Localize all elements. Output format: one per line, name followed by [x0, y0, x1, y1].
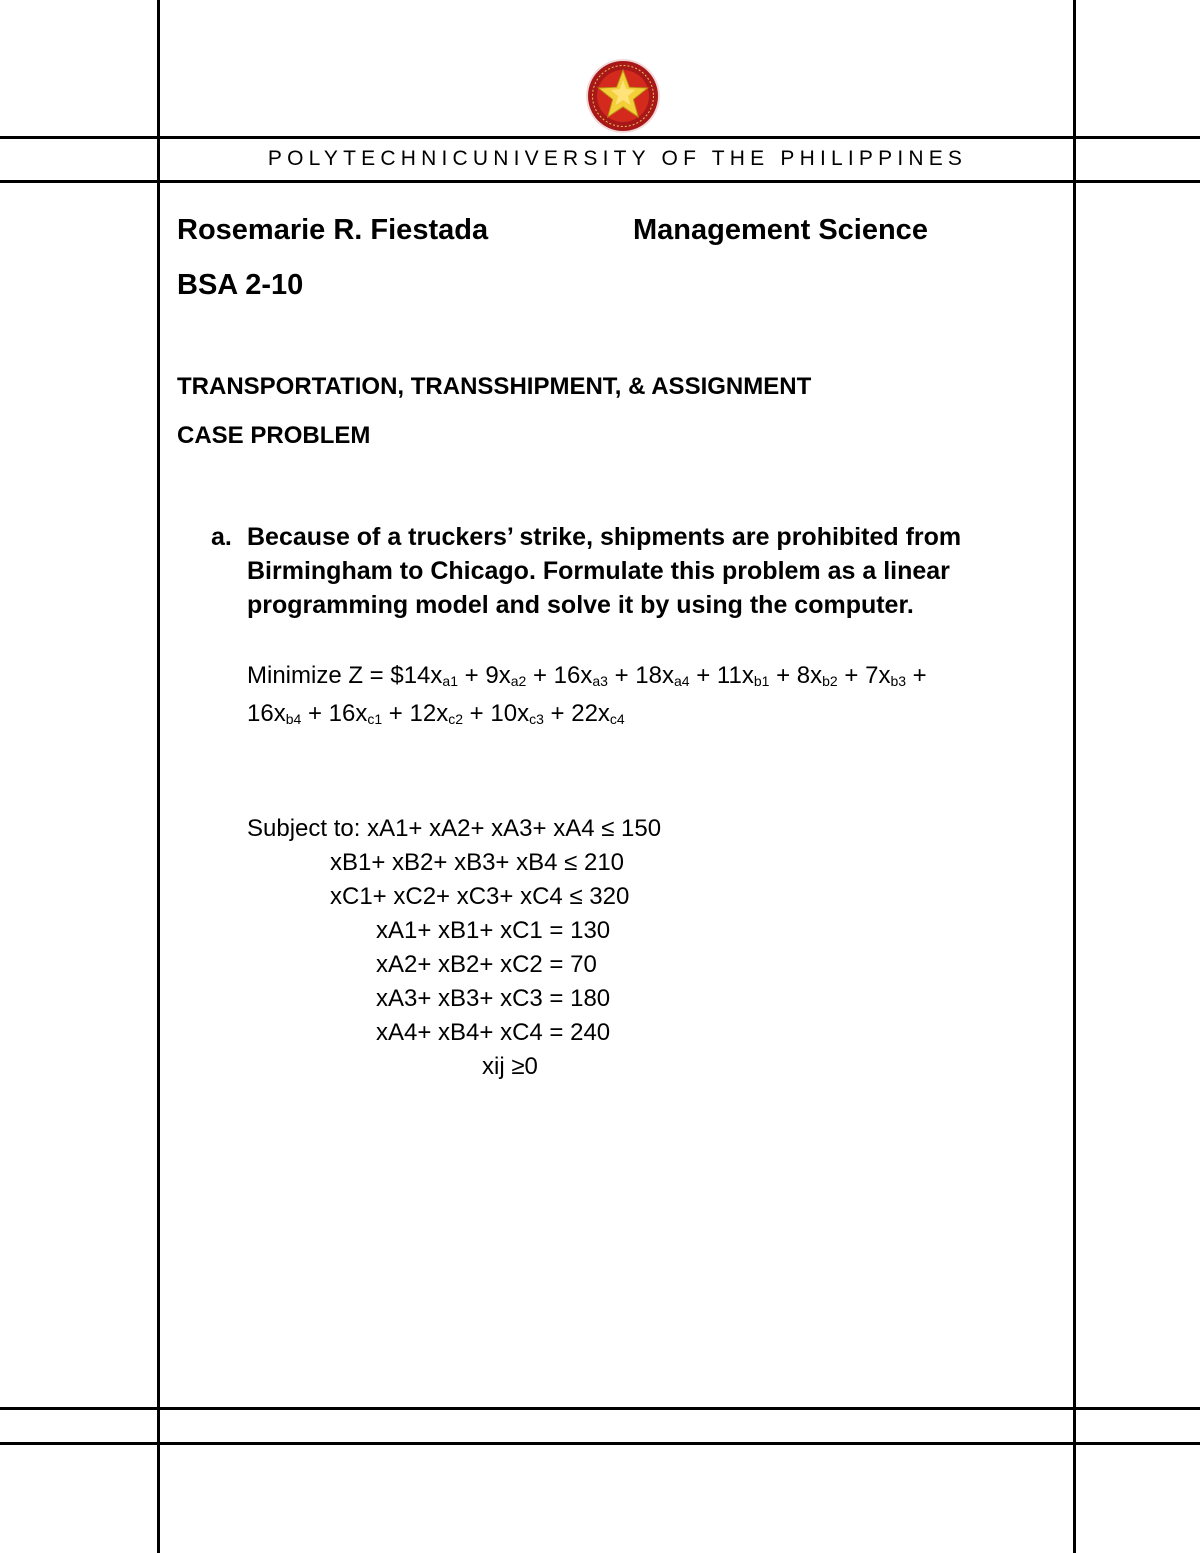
objective-prefix: Minimize Z = $ — [247, 662, 404, 689]
university-name: POLYTECHNICUNIVERSITY OF THE PHILIPPINES — [267, 147, 968, 170]
term: $8x_{b2}$ + — [796, 662, 866, 689]
objective-line-1 — [247, 662, 927, 690]
term: $11x_{b1}$ + — [716, 662, 797, 689]
problem-marker: a. — [211, 523, 232, 551]
constraints-first — [247, 815, 661, 843]
problem-statement — [247, 520, 961, 622]
problem-line: programming model and solve it by using the computer. — [247, 591, 914, 619]
term: $7x_{b3}$ + — [865, 662, 927, 689]
header-bottom-line — [0, 180, 1200, 183]
constraints-label: Subject to: — [247, 815, 361, 842]
university-seal-icon — [585, 58, 661, 134]
problem-line: Because of a truckers’ strike, shipments are prohibited from — [247, 523, 962, 551]
left-margin-line — [157, 0, 160, 1553]
footer-top-line — [0, 1407, 1200, 1410]
term: $16x_{b4}$ + — [247, 700, 329, 727]
constraint-row: xC1+ xC2+ xC3+ xC4 ≤ 320 — [330, 883, 630, 910]
footer-bottom-line — [0, 1442, 1200, 1445]
constraint-row: xA4+ xB4+ xC4 = 240 — [376, 1019, 611, 1046]
constraint-row: xB1+ xB2+ xB3+ xB4 ≤ 210 — [330, 849, 625, 876]
term: $22x_{c4}$ — [571, 700, 625, 727]
problem-line: Birmingham to Chicago. Formulate this problem as a linear — [247, 557, 950, 585]
student-name: Rosemarie R. Fiestada — [177, 214, 489, 246]
term: $18x_{a4}$ + — [635, 662, 717, 689]
term: $10x_{c3}$ + — [490, 700, 572, 727]
term: $14x_{a1}$ + — [403, 662, 486, 689]
nonnegativity-constraint: xij ≥0 — [482, 1053, 538, 1080]
header-top-line — [0, 136, 1200, 139]
topic-title: TRANSPORTATION, TRANSSHIPMENT, & ASSIGNMENT — [177, 373, 812, 400]
objective-line-2 — [247, 700, 625, 728]
constraint-row: xA3+ xB3+ xC3 = 180 — [376, 985, 611, 1012]
course-title: Management Science — [633, 214, 928, 246]
term: $9x_{a2}$ + — [485, 662, 554, 689]
constraint-row: xA2+ xB2+ xC2 = 70 — [376, 951, 597, 978]
term: $16x_{c1}$ + — [328, 700, 410, 727]
constraint-row: xA1+ xA2+ xA3+ xA4 ≤ 150 — [367, 815, 662, 842]
section-label: BSA 2-10 — [177, 269, 304, 301]
constraint-row: xA1+ xB1+ xC1 = 130 — [376, 917, 611, 944]
term: $12x_{c2}$ + — [409, 700, 491, 727]
right-margin-line — [1073, 0, 1076, 1553]
term: $16x_{a3}$ + — [553, 662, 636, 689]
topic-subtitle: CASE PROBLEM — [177, 422, 371, 449]
